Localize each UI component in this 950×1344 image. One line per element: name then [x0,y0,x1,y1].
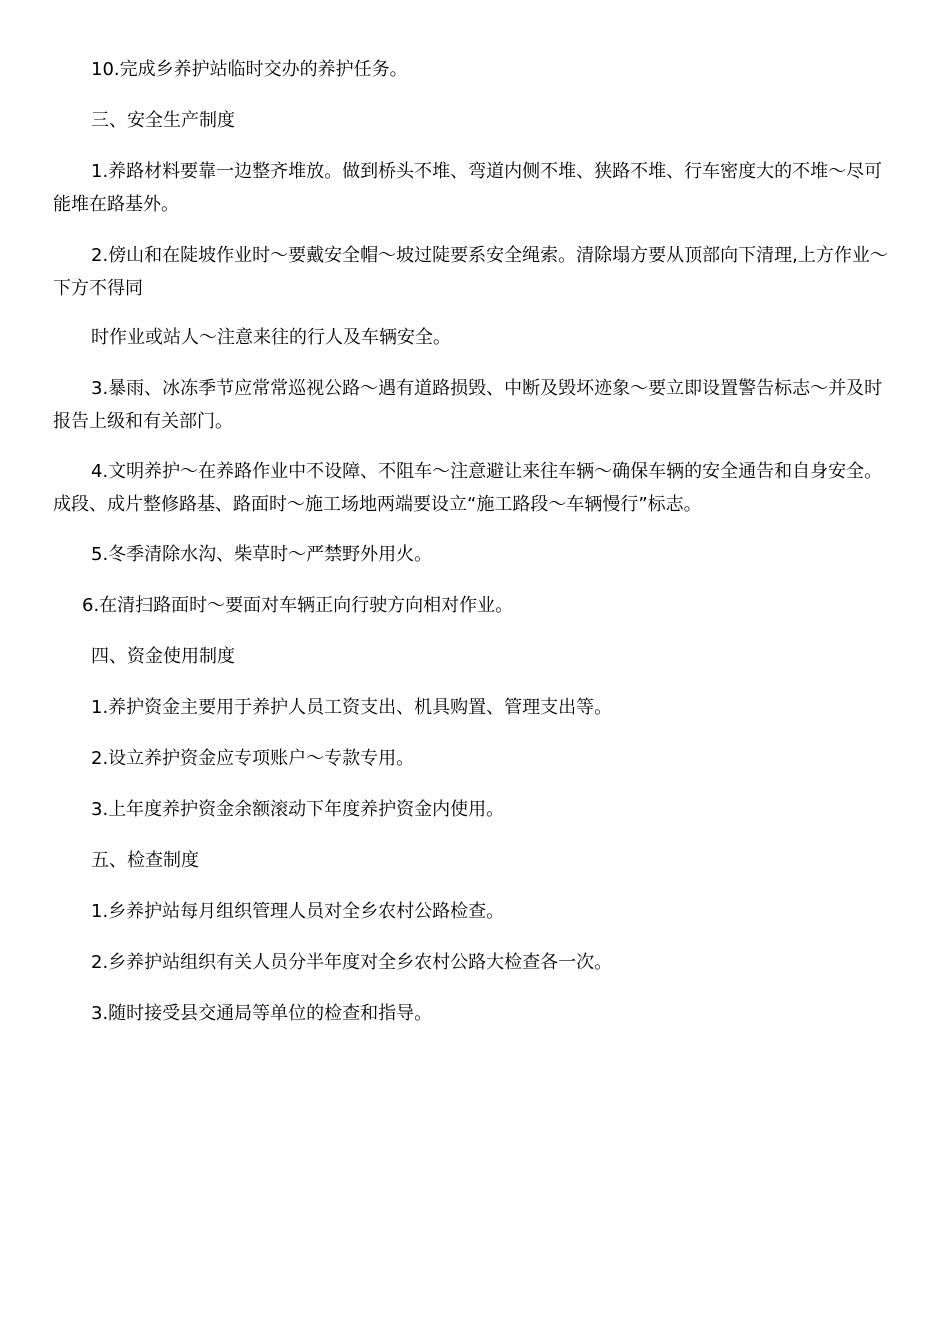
paragraph-inspection-2: 2.乡养护站组织有关人员分半年度对全乡农村公路大检查各一次。 [91,952,613,973]
paragraph-safety-4: 4.文明养护～在养路作业中不设障、不阻车～注意避让来往车辆～确保车辆的安全通告和自身安全。成段、成片整修路基、路面时～施工场地两端要设立“施工路段～车辆慢行”标志。 [53,461,883,515]
paragraph-inspection-3: 3.随时接受县交通局等单位的检查和指导。 [91,1003,433,1024]
paragraph-funds-1: 1.养护资金主要用于养护人员工资支出、机具购置、管理支出等。 [91,697,613,718]
section-heading-safety: 三、安全生产制度 [91,110,235,131]
paragraph-safety-5: 5.冬季清除水沟、柴草时～严禁野外用火。 [91,544,433,565]
paragraph-funds-2: 2.设立养护资金应专项账户～专款专用。 [91,748,415,769]
paragraph-funds-3: 3.上年度养护资金余额滚动下年度养护资金内使用。 [91,799,505,820]
section-heading-funds: 四、资金使用制度 [91,646,235,667]
paragraph-safety-1: 1.养路材料要靠一边整齐堆放。做到桥头不堆、弯道内侧不堆、狭路不堆、行车密度大的不堆～尽可能堆在路基外。 [53,161,883,215]
paragraph-safety-6: 6.在清扫路面时～要面对车辆正向行驶方向相对作业。 [82,595,514,616]
paragraph-safety-3: 3.暴雨、冰冻季节应常常巡视公路～遇有道路损毁、中断及毁坏迹象～要立即设置警告标志～并及时报告上级和有关部门。 [53,378,883,432]
paragraph-task-10: 10.完成乡养护站临时交办的养护任务。 [91,59,408,80]
paragraph-inspection-1: 1.乡养护站每月组织管理人员对全乡农村公路检查。 [91,901,505,922]
paragraph-safety-2: 2.傍山和在陡坡作业时～要戴安全帽～坡过陡要系安全绳索。清除塌方要从顶部向下清理,上方作业～下方不得同 [53,245,888,299]
section-heading-inspection: 五、检查制度 [91,850,199,871]
paragraph-safety-2-continued: 时作业或站人～注意来往的行人及车辆安全。 [91,327,451,348]
